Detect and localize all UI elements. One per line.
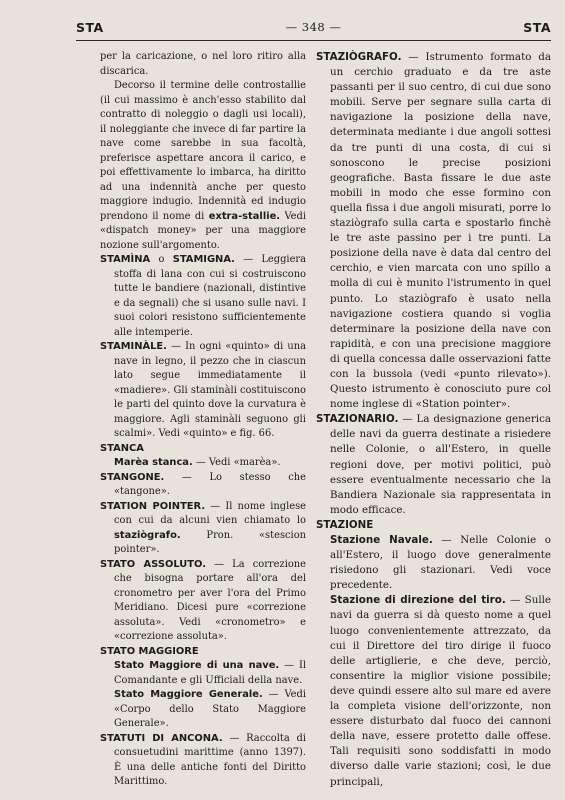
page-header (76, 20, 551, 40)
headword: STATION POINTER. (100, 500, 206, 512)
entry-station-pointer: STATION POINTER. — Il nome inglese con cui da alcuni vien chiamato lo staziògrafo. Pron. «stescion pointer». (100, 500, 307, 555)
entry-statuti-di-ancona: STATUTI DI ANCONA. — Raccolta di consuetudini marittime (anno 1397). È una delle antiche fonti del Diritto Marittimo. (100, 732, 307, 787)
subentry-stato-maggiore-nave: Stato Maggiore di una nave. — Il Comandante e gli Ufficiali della nave. (114, 660, 307, 686)
header-rule (76, 40, 551, 41)
subentry-stazione-navale: Stazione Navale. — Nelle Colonie o all'Estero, il luogo dove generalmente risiedono gli stazionari. Vedi voce precedente. (330, 534, 551, 592)
paragraph-extra-stallie: Decorso il termine delle controstallie (il cui massimo è anch'esso stabilito dal contratto di noleggio o dagli usi locali), il noleggiante che invece di far partire la nave come sarebbe in sua facoltà, preferisce aspettare ancora il carico, e poi effettivamente lo imbarca, ha diritto ad una indennità anche per questo maggiore indugio. Indennità ed indugio prendono il nome di extra-stallie. Vedi «dispatch money» per una maggiore nozione sull'argomento. (100, 80, 307, 251)
headword: STATO ASSOLUTO. (100, 558, 206, 570)
term-extra-stallie: extra-stallie. (208, 210, 281, 222)
heading-stanca: STANCA (100, 442, 144, 454)
headword: STAZIÒGRAFO. (316, 51, 402, 63)
entry-stazionario: STAZIONARIO. — La designazione generica delle navi da guerra destinate a risiedere nelle Colonie, o all'Estero, in quelle regioni dove, per motivi politici, può essere eventualmente necessario che la Bandiera Nazionale sia rappresentata in modo efficace. (316, 413, 551, 516)
entry-stato-assoluto: STATO ASSOLUTO. — La correzione che bisogna portare all'ora del cronometro per aver l'ora del Primo Meridiano. Dicesi pure «correzione assoluta». Vedi «cronometro» e «correzione assoluta». (100, 558, 307, 642)
headword: STAMÌNA (100, 254, 151, 265)
headword: STAMINÀLE. (100, 341, 167, 352)
left-column (100, 50, 306, 790)
page-number: — 348 — (285, 20, 342, 34)
subentry-marea-stanca: Marèa stanca. — Vedi «marèa». (114, 457, 281, 468)
running-head-left: STA (76, 20, 104, 35)
subentry-stazione-direzione-tiro: Stazione di direzione del tiro. — Sulle navi da guerra si dà questo nome a quel luogo convenientemente attrezzato, da cui il Direttore del tiro dirige il fuoco delle artiglierie, e che deve, perciò, consentire la miglior visione possibile; deve quindi essere alto sul mare ed avere la completa visione dell'orizzonte, non essere disturbato dal fuoco dei cannoni della nave, essere protetto dalle offese. Tali requisiti sono soddisfatti in modo diverso dalle varie stazioni; così, le due principali, (330, 594, 552, 788)
headword: STANGONE. (100, 471, 165, 483)
headword: STAMIGNA. (172, 254, 235, 265)
headword: STATUTI DI ANCONA. (100, 732, 223, 744)
entry-staziografo: STAZIÒGRAFO. — Istrumento formato da un cerchio graduato e da tre aste passanti per il suo centro, di cui due sono mobili. Serve per segnare sulla carta di navigazione la posizione della nave, determinata mediante i due angoli sottesi da tre punti di una costa, di cui si sonoscono le precise posizioni geografiche. Basta fissare le due aste mobili in modo che esse formino con quella fissa i due angoli misurati, porre lo staziògrafo sulla carta e spostarlo finchè le tre aste passino per i tre punti. La posizione della nave è data dal centro del cerchio, e vien marcata con uno spillo a molla di cui è munito l'istrumento in quel punto. Lo staziògrafo è usato nella navigazione costiera quando si voglia determinare la posizione della nave con rapidità, e con una precisione maggiore di quella concessa dalle osservazioni fatte con la bussola (vedi «punto rilevato»). Questo istrumento è conosciuto pure col nome inglese di «Station pointer». (316, 51, 551, 411)
headword: STAZIONARIO. (316, 413, 399, 426)
entry-stamina: STAMÌNA o STAMIGNA. — Leggiera stoffa di lana con cui si costruiscono tutte le bandiere (nazionali, distintive e da segnali) che si usano sulle navi. I suoi colori resistono sufficientemente alle intemperie. (100, 254, 307, 338)
running-head-right: STA (523, 20, 551, 35)
heading-stazione: STAZIONE (316, 518, 374, 531)
continued-paragraph: per la caricazione, o nel loro ritiro alla discarica. (100, 51, 306, 77)
entry-staminale: STAMINÀLE. — In ogni «quinto» di una nave in legno, il pezzo che in ciascun lato segue immediatamente il «madiere». Gli staminàli costituiscono le parti del quinto dove la curvatura è maggiore. Agli staminàli seguono gli scalmi». Vedi «quinto» e fig. 66. (100, 341, 307, 439)
right-column (316, 50, 551, 790)
subentry-stato-maggiore-generale: Stato Maggiore Generale. — Vedi «Corpo dello Stato Maggiore Generale». (114, 689, 307, 729)
heading-stato-maggiore: STATO MAGGIORE (100, 645, 199, 657)
entry-stangone: STANGONE. — Lo stesso che «tangone». (100, 471, 306, 497)
